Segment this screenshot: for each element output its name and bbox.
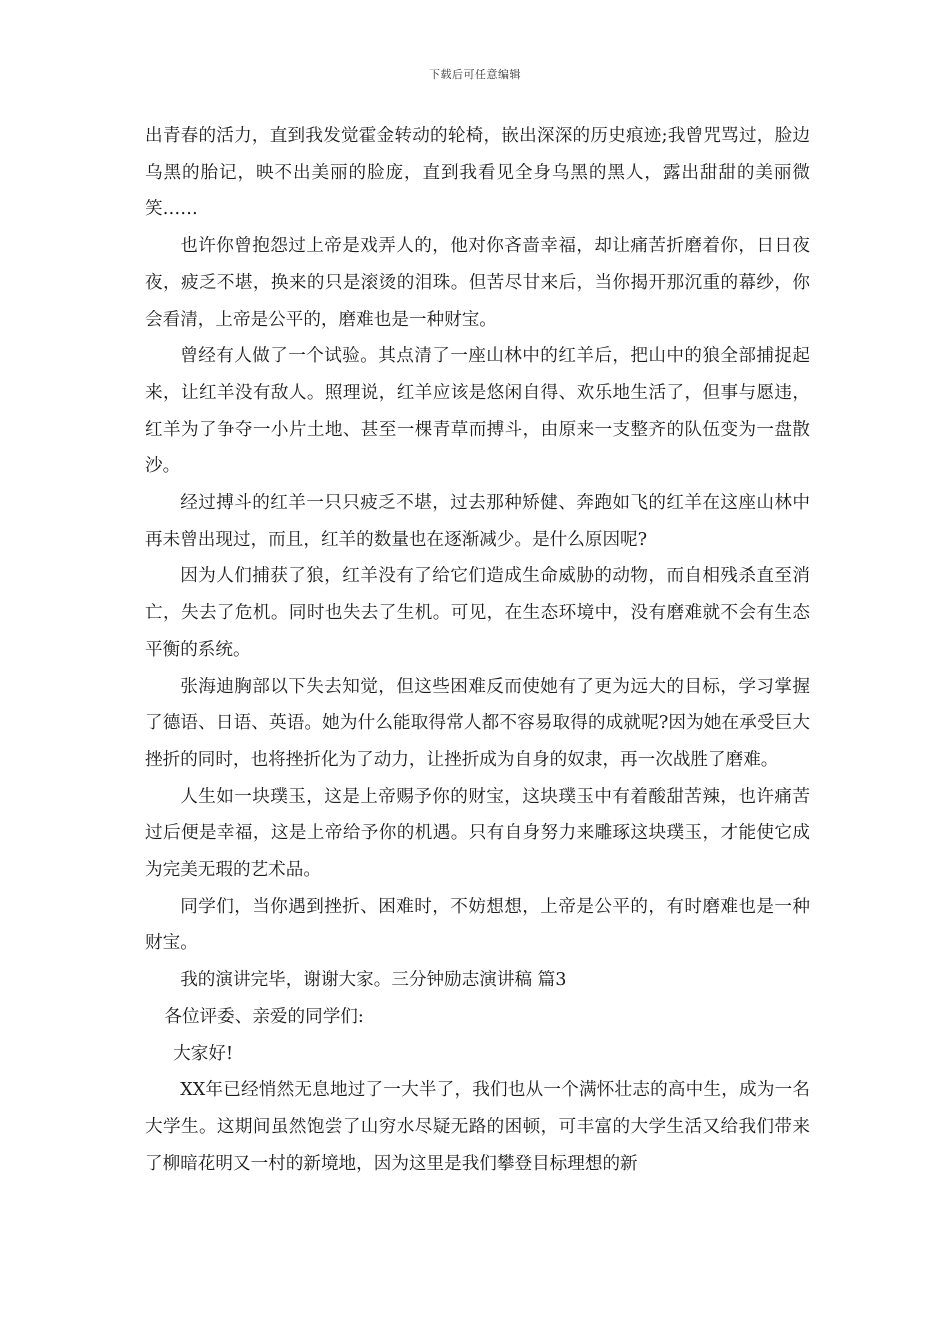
paragraph-7: 人生如一块璞玉，这是上帝赐予你的财宝，这块璞玉中有着酸甜苦辣，也许痛苦过后便是幸福，这是上帝给予你的机遇。只有自身努力来雕琢这块璞玉，才能使它成为完美无瑕的艺术品。 bbox=[145, 786, 810, 881]
paragraph-6: 张海迪胸部以下失去知觉，但这些困难反而使她有了更为远大的目标，学习掌握了德语、日语、英语。她为什么能取得常人都不容易取得的成就呢?因为她在承受巨大挫折的同时，也将挫折化为了动力，让挫折成为自身的奴隶，再一次战胜了磨难。 bbox=[145, 676, 810, 770]
paragraph-5: 因为人们捕获了狼，红羊没有了给它们造成生命威胁的动物，而自相残杀直至消亡，失去了危机。同时也失去了生机。可见，在生态环境中，没有磨难就不会有生态平衡的系统。 bbox=[145, 566, 810, 660]
salutation: 各位评委、亲爱的同学们: bbox=[164, 1006, 364, 1027]
page-header: 下载后可任意编辑 bbox=[429, 68, 521, 81]
paragraph-1: 出青春的活力，直到我发觉霍金转动的轮椅，嵌出深深的历史痕迹;我曾咒骂过，脸边乌黑的胎记，映不出美丽的脸庞，直到我看见全身乌黑的黑人，露出甜甜的美丽微笑…… bbox=[145, 126, 810, 220]
paragraph-8: 同学们，当你遇到挫折、困难时，不妨想想，上帝是公平的，有时磨难也是一种财宝。 bbox=[145, 896, 810, 954]
greeting: 大家好! bbox=[173, 1043, 234, 1064]
section-closing-heading: 我的演讲完毕，谢谢大家。三分钟励志演讲稿 篇3 bbox=[180, 970, 567, 991]
paragraph-9: XX年已经悄然无息地过了一大半了，我们也从一个满怀壮志的高中生，成为一名大学生。这期间虽然饱尝了山穷水尽疑无路的困顿，可丰富的大学生活又给我们带来了柳暗花明又一村的新境地，因为这里是我们攀登目标理想的新 bbox=[145, 1080, 810, 1174]
paragraph-3: 曾经有人做了一个试验。其点清了一座山林中的红羊后，把山中的狼全部捕捉起来，让红羊没有敌人。照理说，红羊应该是悠闲自得、欢乐地生活了，但事与愿违，红羊为了争夺一小片土地、甚至一棵青草而搏斗，由原来一支整齐的队伍变为一盘散沙。 bbox=[145, 346, 810, 477]
paragraph-2: 也许你曾抱怨过上帝是戏弄人的，他对你吝啬幸福，却让痛苦折磨着你，日日夜夜，疲乏不堪，换来的只是滚烫的泪珠。但苦尽甘来后，当你揭开那沉重的幕纱，你会看清，上帝是公平的，磨难也是一种财宝。 bbox=[145, 236, 810, 330]
document-body bbox=[145, 118, 810, 1182]
paragraph-4: 经过搏斗的红羊一只只疲乏不堪，过去那种矫健、奔跑如飞的红羊在这座山林中再未曾出现过，而且，红羊的数量也在逐渐减少。是什么原因呢? bbox=[145, 493, 810, 550]
